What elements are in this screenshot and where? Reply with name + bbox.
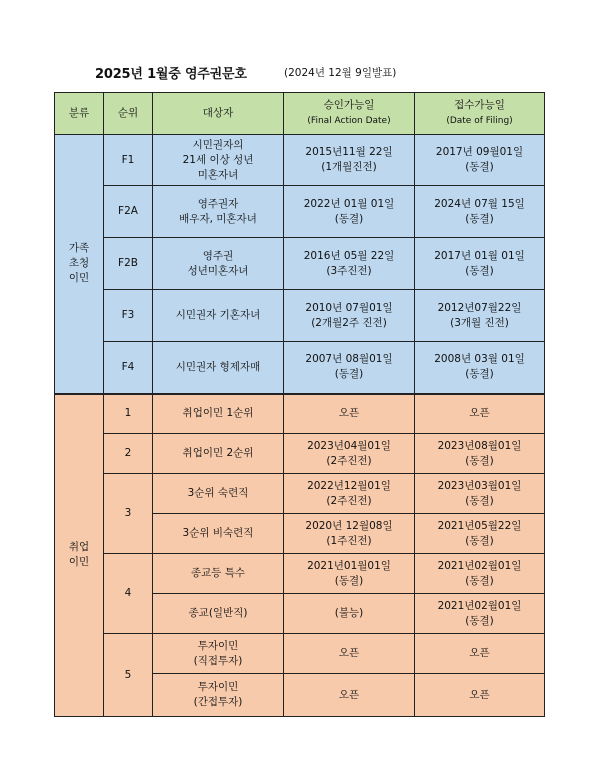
family-category-cell xyxy=(55,135,104,394)
date-text: 오픈 xyxy=(338,407,360,420)
target-cell xyxy=(153,634,284,674)
change-text: (동결) xyxy=(465,614,494,627)
target-cell xyxy=(153,674,284,717)
final-action-cell xyxy=(284,394,415,434)
target-text: 21세 이상 성년 xyxy=(182,153,254,166)
target-text: 시민권자 기혼자녀 xyxy=(175,309,261,321)
change-text: (동결) xyxy=(465,494,494,507)
date-text: 오픈 xyxy=(338,688,360,701)
category-label: 이민 xyxy=(68,272,90,285)
date-text: (불능) xyxy=(334,607,364,619)
date-text: 2021년01월01일 xyxy=(307,559,391,572)
final-action-cell xyxy=(284,434,415,474)
table-row xyxy=(55,238,545,290)
final-action-cell xyxy=(284,474,415,514)
change-text: (2개월2주 진전) xyxy=(311,316,387,329)
final-action-cell xyxy=(284,674,415,717)
date-text: 2021년02월01일 xyxy=(437,599,522,612)
date-text: 2007년 08월01일 xyxy=(305,353,393,366)
date-text: 2020년 12월08일 xyxy=(305,519,393,532)
change-text: (동결) xyxy=(465,454,494,467)
target-text: 3순위 비숙련직 xyxy=(182,527,254,539)
announcement-date: (2024년 12월 9일발표) xyxy=(284,67,397,79)
date-text: 2017년 01월 01일 xyxy=(434,249,525,262)
target-text: 3순위 숙련직 xyxy=(187,487,249,499)
filing-cell xyxy=(415,554,545,594)
document-header xyxy=(0,62,600,84)
final-action-cell xyxy=(284,135,415,186)
header-target: 대상자 xyxy=(153,93,284,135)
target-text: 시민권자 형제자매 xyxy=(175,360,261,373)
table-row xyxy=(55,394,545,434)
rank-cell: F3 xyxy=(104,290,153,342)
target-cell xyxy=(153,594,284,634)
change-text: (3개월 진전) xyxy=(450,316,509,329)
target-text: 영주권자 xyxy=(197,197,239,210)
target-text: 취업이민 1순위 xyxy=(182,407,254,420)
filing-cell xyxy=(415,186,545,238)
table-row xyxy=(55,342,545,394)
filing-cell xyxy=(415,135,545,186)
final-action-cell xyxy=(284,342,415,394)
rank-cell: 5 xyxy=(104,634,153,717)
date-text: 2008년 03월 01일 xyxy=(434,353,525,366)
final-action-cell xyxy=(284,186,415,238)
final-action-cell xyxy=(284,594,415,634)
target-text: 영주권 xyxy=(202,249,234,262)
filing-cell xyxy=(415,474,545,514)
change-text: (1개월진전) xyxy=(321,161,377,173)
target-cell xyxy=(153,290,284,342)
date-text: 오픈 xyxy=(469,407,490,420)
target-text: 시민권자의 xyxy=(192,138,244,151)
filing-cell xyxy=(415,238,545,290)
date-text: 오픈 xyxy=(469,647,490,659)
rank-cell: 3 xyxy=(104,474,153,554)
date-text: 2015년11월 22일 xyxy=(305,146,393,158)
page-title: 2025년 1월중 영주권문호 xyxy=(95,67,247,82)
change-text: (2주진전) xyxy=(326,454,372,467)
table-row xyxy=(55,186,545,238)
filing-cell xyxy=(415,434,545,474)
target-cell xyxy=(153,514,284,554)
date-text: 2021년02월01일 xyxy=(437,559,522,572)
target-text: 미혼자녀 xyxy=(197,168,239,181)
filing-cell xyxy=(415,290,545,342)
date-text: 2012년07월22일 xyxy=(437,301,522,314)
table-row xyxy=(55,290,545,342)
rank-cell: F2A xyxy=(104,186,153,238)
target-cell xyxy=(153,474,284,514)
header-rank: 순위 xyxy=(104,93,153,135)
change-text: (3주진전) xyxy=(326,264,372,277)
rank-cell: F4 xyxy=(104,342,153,394)
header-final-action-label: 승인가능일 xyxy=(323,99,375,111)
header-filing-en: (Date of Filing) xyxy=(446,116,513,126)
target-text: 성년미혼자녀 xyxy=(187,264,249,277)
final-action-cell xyxy=(284,514,415,554)
date-text: 2022년12월01일 xyxy=(307,479,391,492)
target-text: 종교(일반직) xyxy=(188,607,248,619)
header-final-action-en: (Final Action Date) xyxy=(307,116,391,126)
target-text: 배우자, 미혼자녀 xyxy=(179,212,257,225)
change-text: (동결) xyxy=(334,368,364,381)
table-row xyxy=(55,554,545,594)
date-text: 2017년 09월01일 xyxy=(435,146,524,158)
category-label: 이민 xyxy=(68,556,90,569)
date-text: 2016년 05월 22일 xyxy=(303,249,395,262)
final-action-cell xyxy=(284,634,415,674)
header-filing-label: 접수가능일 xyxy=(454,99,505,111)
employment-section xyxy=(55,394,545,717)
target-text: 투자이민 xyxy=(197,639,239,652)
target-cell xyxy=(153,434,284,474)
family-section xyxy=(55,135,545,394)
table-row xyxy=(55,474,545,514)
date-text: 2023년03월01일 xyxy=(437,479,522,492)
target-cell xyxy=(153,554,284,594)
target-text: (간접투자) xyxy=(193,696,243,708)
rank-cell: F2B xyxy=(104,238,153,290)
change-text: (동결) xyxy=(465,534,494,547)
rank-cell: F1 xyxy=(104,135,153,186)
final-action-cell xyxy=(284,290,415,342)
table-row xyxy=(55,135,545,186)
change-text: (동결) xyxy=(465,161,494,173)
change-text: (2주진전) xyxy=(326,494,372,507)
table-row xyxy=(55,634,545,674)
date-text: 2024년 07월 15일 xyxy=(434,197,525,210)
filing-cell xyxy=(415,594,545,634)
change-text: (동결) xyxy=(334,212,364,225)
target-cell xyxy=(153,135,284,186)
employment-category-cell xyxy=(55,394,104,717)
header-row xyxy=(55,93,545,135)
target-text: (직접투자) xyxy=(193,654,243,667)
rank-cell: 4 xyxy=(104,554,153,634)
target-cell xyxy=(153,186,284,238)
category-label: 초청 xyxy=(68,257,90,270)
rank-cell: 2 xyxy=(104,434,153,474)
visa-bulletin-table xyxy=(54,92,545,717)
target-text: 종교등 특수 xyxy=(190,567,246,579)
date-text: 2022년 01월 01일 xyxy=(303,197,395,210)
header-final-action xyxy=(284,93,415,135)
target-cell xyxy=(153,394,284,434)
date-text: 2023년08월01일 xyxy=(437,439,522,452)
filing-cell xyxy=(415,674,545,717)
date-text: 오픈 xyxy=(469,688,490,701)
table-row xyxy=(55,434,545,474)
change-text: (동결) xyxy=(465,264,494,277)
change-text: (동결) xyxy=(465,368,494,381)
change-text: (동결) xyxy=(465,212,494,225)
date-text: 2023년04월01일 xyxy=(307,439,391,452)
change-text: (동결) xyxy=(465,574,494,587)
date-text: 2010년 07월01일 xyxy=(305,301,393,314)
filing-cell xyxy=(415,394,545,434)
date-text: 2021년05월22일 xyxy=(437,519,522,532)
category-label: 취업 xyxy=(68,541,90,554)
rank-cell: 1 xyxy=(104,394,153,434)
change-text: (1주진전) xyxy=(326,534,372,547)
target-cell xyxy=(153,238,284,290)
category-label: 가족 xyxy=(68,242,90,255)
header-category: 분류 xyxy=(55,93,104,135)
header-filing xyxy=(415,93,545,135)
final-action-cell xyxy=(284,238,415,290)
target-text: 투자이민 xyxy=(197,681,239,693)
target-text: 취업이민 2순위 xyxy=(182,447,254,459)
target-cell xyxy=(153,342,284,394)
filing-cell xyxy=(415,634,545,674)
filing-cell xyxy=(415,514,545,554)
change-text: (동결) xyxy=(334,574,364,587)
final-action-cell xyxy=(284,554,415,594)
date-text: 오픈 xyxy=(338,647,360,659)
filing-cell xyxy=(415,342,545,394)
